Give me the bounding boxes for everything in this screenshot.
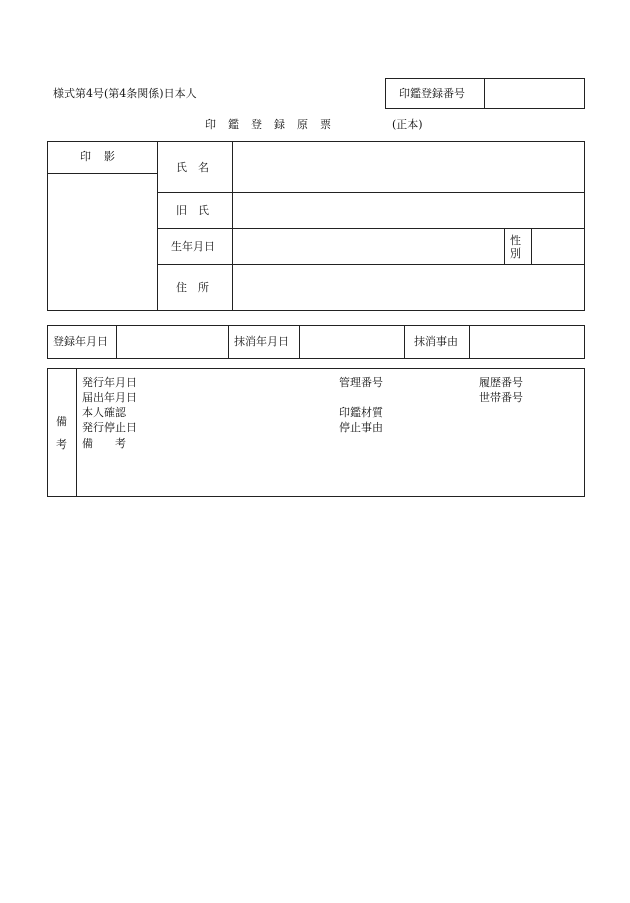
issue-date-label: 発行年月日: [82, 376, 137, 389]
birth-date-label: 生年月日: [171, 240, 215, 253]
title-char-2: 鑑: [228, 118, 239, 131]
seal-column-divider: [157, 141, 158, 311]
former-surname-row-divider: [157, 228, 585, 229]
history-number-label: 履歴番号: [479, 376, 523, 389]
issue-stop-date-label: 発行停止日: [82, 421, 137, 434]
cancelled-date-field[interactable]: [301, 327, 403, 357]
registered-label-divider: [116, 325, 117, 359]
cancelled-date-label: 抹消年月日: [234, 335, 289, 348]
registration-number-field[interactable]: [486, 80, 583, 107]
seal-header-divider: [47, 173, 157, 174]
title-char-1: 印: [205, 118, 216, 131]
document-title: [0, 119, 630, 133]
cancelled-label-divider: [299, 325, 300, 359]
registered-date-field[interactable]: [118, 327, 227, 357]
sex-field[interactable]: [533, 230, 583, 263]
title-char-5: 原: [297, 118, 308, 131]
title-suffix: (正本): [392, 118, 423, 131]
label-column-divider: [232, 141, 233, 311]
name-field[interactable]: [234, 143, 583, 191]
identity-check-label: 本人確認: [82, 406, 126, 419]
seal-material-label: 印鑑材質: [339, 406, 383, 419]
sex-label-left-divider: [504, 228, 505, 264]
title-char-4: 録: [274, 118, 285, 131]
notified-date-label: 届出年月日: [82, 391, 137, 404]
registered-field-divider: [228, 325, 229, 359]
former-surname-field[interactable]: [234, 194, 583, 227]
remarks-item-label: 備 考: [82, 437, 126, 450]
cancel-reason-label: 抹消事由: [414, 335, 458, 348]
form-identifier: 様式第4号(第4条関係)日本人: [53, 87, 197, 100]
name-label: 氏 名: [176, 161, 209, 174]
registration-number-label: 印鑑登録番号: [399, 87, 465, 100]
registered-date-label: 登録年月日: [53, 335, 108, 348]
remarks-label-divider: [76, 368, 77, 497]
seal-impression-area: [49, 175, 156, 309]
stop-reason-label: 停止事由: [339, 421, 383, 434]
birth-date-field[interactable]: [234, 230, 502, 263]
registration-number-divider: [484, 78, 485, 109]
birth-date-row-divider: [157, 264, 585, 265]
former-surname-label: 旧 氏: [176, 204, 209, 217]
sex-label-right-divider: [531, 228, 532, 264]
sex-label-line2: 別: [510, 247, 521, 260]
management-number-label: 管理番号: [339, 376, 383, 389]
remarks-side-label-2: 考: [56, 438, 67, 451]
reason-label-divider: [469, 325, 470, 359]
title-char-6: 票: [320, 118, 331, 131]
name-row-divider: [157, 192, 585, 193]
seal-impression-label: 印 影: [80, 150, 116, 163]
remarks-field[interactable]: [78, 452, 583, 495]
remarks-side-label-1: 備: [56, 415, 67, 428]
household-number-label: 世帯番号: [479, 391, 523, 404]
sex-label-line1: 性: [510, 234, 521, 247]
address-field[interactable]: [234, 266, 583, 309]
title-char-3: 登: [251, 118, 262, 131]
cancel-reason-field[interactable]: [471, 327, 583, 357]
cancelled-field-divider: [404, 325, 405, 359]
address-label: 住 所: [176, 281, 209, 294]
